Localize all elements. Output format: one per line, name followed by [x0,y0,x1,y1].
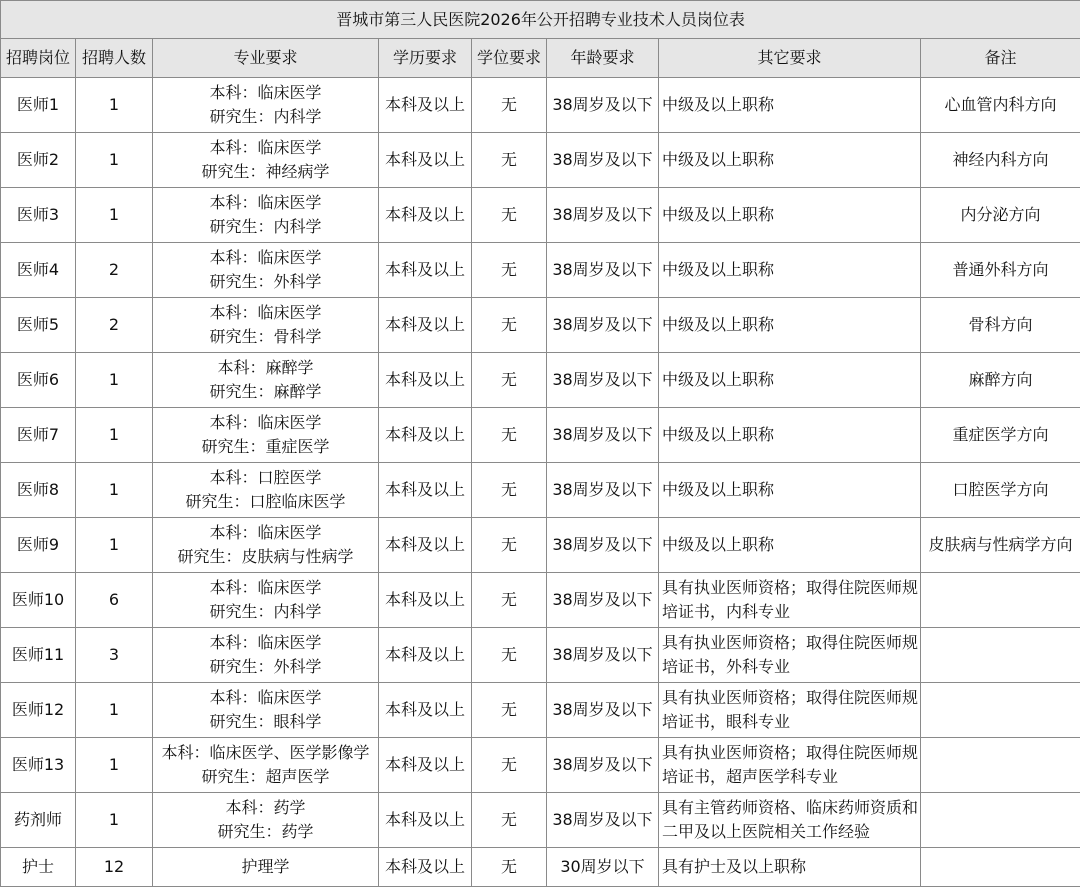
table-row [1,463,1080,518]
title-row [1,1,1080,39]
degree-cell: 无 [472,793,547,848]
header-education: 学历要求 [379,39,472,78]
position-cell: 医师7 [1,408,76,463]
age-cell: 30周岁以下 [547,848,659,887]
note-cell: 内分泌方向 [921,188,1080,243]
age-cell: 38周岁及以下 [547,298,659,353]
table-body [1,78,1080,887]
header-degree: 学位要求 [472,39,547,78]
other-cell: 中级及以上职称 [659,188,921,243]
major-grad: 研究生：超声医学 [153,765,378,789]
header-note: 备注 [921,39,1080,78]
major-undergrad: 本科：临床医学 [153,576,378,600]
major-cell [153,738,379,793]
major-cell [153,298,379,353]
age-cell: 38周岁及以下 [547,188,659,243]
other-cell: 具有执业医师资格；取得住院医师规培证书，超声医学科专业 [659,738,921,793]
position-cell: 医师11 [1,628,76,683]
education-cell: 本科及以上 [379,78,472,133]
age-cell: 38周岁及以下 [547,463,659,518]
count-cell: 1 [76,793,153,848]
position-cell: 医师5 [1,298,76,353]
education-cell: 本科及以上 [379,518,472,573]
table-row [1,353,1080,408]
age-cell: 38周岁及以下 [547,78,659,133]
other-cell: 具有主管药师资格、临床药师资质和二甲及以上医院相关工作经验 [659,793,921,848]
education-cell: 本科及以上 [379,628,472,683]
position-cell: 医师8 [1,463,76,518]
header-major: 专业要求 [153,39,379,78]
education-cell: 本科及以上 [379,573,472,628]
education-cell: 本科及以上 [379,408,472,463]
education-cell: 本科及以上 [379,848,472,887]
table-row [1,628,1080,683]
other-cell: 中级及以上职称 [659,518,921,573]
major-cell [153,78,379,133]
count-cell: 1 [76,738,153,793]
count-cell: 1 [76,463,153,518]
education-cell: 本科及以上 [379,133,472,188]
major-undergrad: 本科：临床医学 [153,631,378,655]
table-row [1,188,1080,243]
other-cell: 具有护士及以上职称 [659,848,921,887]
position-cell: 医师6 [1,353,76,408]
position-cell: 医师12 [1,683,76,738]
note-cell: 神经内科方向 [921,133,1080,188]
degree-cell: 无 [472,848,547,887]
position-cell: 医师13 [1,738,76,793]
major-undergrad: 本科：临床医学 [153,136,378,160]
degree-cell: 无 [472,78,547,133]
education-cell: 本科及以上 [379,793,472,848]
degree-cell: 无 [472,628,547,683]
other-cell: 中级及以上职称 [659,353,921,408]
degree-cell: 无 [472,243,547,298]
major-grad: 研究生：麻醉学 [153,380,378,404]
table-row [1,793,1080,848]
other-cell: 具有执业医师资格；取得住院医师规培证书，外科专业 [659,628,921,683]
count-cell: 1 [76,683,153,738]
age-cell: 38周岁及以下 [547,573,659,628]
education-cell: 本科及以上 [379,463,472,518]
major-cell [153,188,379,243]
degree-cell: 无 [472,683,547,738]
table-row [1,408,1080,463]
table-row [1,573,1080,628]
note-cell [921,683,1080,738]
note-cell: 普通外科方向 [921,243,1080,298]
position-cell: 医师9 [1,518,76,573]
note-cell: 口腔医学方向 [921,463,1080,518]
note-cell [921,573,1080,628]
major-grad: 研究生：口腔临床医学 [153,490,378,514]
other-cell: 中级及以上职称 [659,78,921,133]
position-cell: 药剂师 [1,793,76,848]
table-title: 晋城市第三人民医院2026年公开招聘专业技术人员岗位表 [1,1,1080,39]
education-cell: 本科及以上 [379,298,472,353]
other-cell: 中级及以上职称 [659,463,921,518]
major-cell [153,573,379,628]
degree-cell: 无 [472,463,547,518]
other-cell: 中级及以上职称 [659,133,921,188]
degree-cell: 无 [472,408,547,463]
major-grad: 研究生：药学 [153,820,378,844]
other-cell: 中级及以上职称 [659,243,921,298]
age-cell: 38周岁及以下 [547,793,659,848]
major-cell [153,628,379,683]
major-grad: 研究生：皮肤病与性病学 [153,545,378,569]
degree-cell: 无 [472,133,547,188]
major-undergrad: 本科：临床医学 [153,301,378,325]
table-row [1,78,1080,133]
major-undergrad: 本科：临床医学 [153,686,378,710]
major-undergrad: 本科：临床医学 [153,246,378,270]
header-count: 招聘人数 [76,39,153,78]
table-row [1,738,1080,793]
position-cell: 医师4 [1,243,76,298]
header-age: 年龄要求 [547,39,659,78]
major-undergrad: 本科：临床医学 [153,191,378,215]
position-cell: 医师10 [1,573,76,628]
count-cell: 3 [76,628,153,683]
major-cell [153,463,379,518]
other-cell: 中级及以上职称 [659,298,921,353]
major-grad: 研究生：内科学 [153,600,378,624]
age-cell: 38周岁及以下 [547,628,659,683]
major-undergrad: 本科：临床医学 [153,411,378,435]
major-cell [153,683,379,738]
header-other: 其它要求 [659,39,921,78]
count-cell: 2 [76,298,153,353]
degree-cell: 无 [472,353,547,408]
major-cell: 护理学 [153,848,379,887]
count-cell: 12 [76,848,153,887]
position-cell: 医师1 [1,78,76,133]
count-cell: 6 [76,573,153,628]
major-cell [153,353,379,408]
note-cell: 皮肤病与性病学方向 [921,518,1080,573]
header-position: 招聘岗位 [1,39,76,78]
major-undergrad: 本科：临床医学 [153,521,378,545]
note-cell [921,628,1080,683]
table-row [1,518,1080,573]
table-row [1,683,1080,738]
degree-cell: 无 [472,518,547,573]
note-cell: 重症医学方向 [921,408,1080,463]
count-cell: 2 [76,243,153,298]
major-grad: 研究生：骨科学 [153,325,378,349]
major-cell [153,793,379,848]
count-cell: 1 [76,408,153,463]
major-cell [153,518,379,573]
position-cell: 护士 [1,848,76,887]
major-grad: 研究生：内科学 [153,215,378,239]
other-cell: 具有执业医师资格；取得住院医师规培证书，内科专业 [659,573,921,628]
other-cell: 具有执业医师资格；取得住院医师规培证书，眼科专业 [659,683,921,738]
major-undergrad: 本科：临床医学 [153,81,378,105]
degree-cell: 无 [472,188,547,243]
age-cell: 38周岁及以下 [547,518,659,573]
major-grad: 研究生：眼科学 [153,710,378,734]
major-undergrad: 本科：口腔医学 [153,466,378,490]
count-cell: 1 [76,188,153,243]
education-cell: 本科及以上 [379,243,472,298]
education-cell: 本科及以上 [379,353,472,408]
age-cell: 38周岁及以下 [547,738,659,793]
table-row-nurse [1,848,1080,887]
note-cell: 骨科方向 [921,298,1080,353]
table-row [1,133,1080,188]
education-cell: 本科及以上 [379,188,472,243]
major-cell [153,133,379,188]
age-cell: 38周岁及以下 [547,683,659,738]
major-grad: 研究生：内科学 [153,105,378,129]
major-undergrad: 本科：麻醉学 [153,356,378,380]
other-cell: 中级及以上职称 [659,408,921,463]
age-cell: 38周岁及以下 [547,408,659,463]
count-cell: 1 [76,133,153,188]
note-cell [921,848,1080,887]
major-grad: 研究生：外科学 [153,270,378,294]
major-grad: 研究生：重症医学 [153,435,378,459]
education-cell: 本科及以上 [379,738,472,793]
major-cell [153,408,379,463]
age-cell: 38周岁及以下 [547,243,659,298]
degree-cell: 无 [472,298,547,353]
degree-cell: 无 [472,573,547,628]
table-row [1,243,1080,298]
count-cell: 1 [76,78,153,133]
major-grad: 研究生：外科学 [153,655,378,679]
age-cell: 38周岁及以下 [547,133,659,188]
count-cell: 1 [76,518,153,573]
position-cell: 医师2 [1,133,76,188]
position-cell: 医师3 [1,188,76,243]
header-row [1,39,1080,78]
education-cell: 本科及以上 [379,683,472,738]
major-cell [153,243,379,298]
table-row [1,298,1080,353]
count-cell: 1 [76,353,153,408]
degree-cell: 无 [472,738,547,793]
major-undergrad: 本科：临床医学、医学影像学 [153,741,378,765]
note-cell [921,793,1080,848]
note-cell: 麻醉方向 [921,353,1080,408]
major-grad: 研究生：神经病学 [153,160,378,184]
age-cell: 38周岁及以下 [547,353,659,408]
major-undergrad: 本科：药学 [153,796,378,820]
note-cell [921,738,1080,793]
note-cell: 心血管内科方向 [921,78,1080,133]
